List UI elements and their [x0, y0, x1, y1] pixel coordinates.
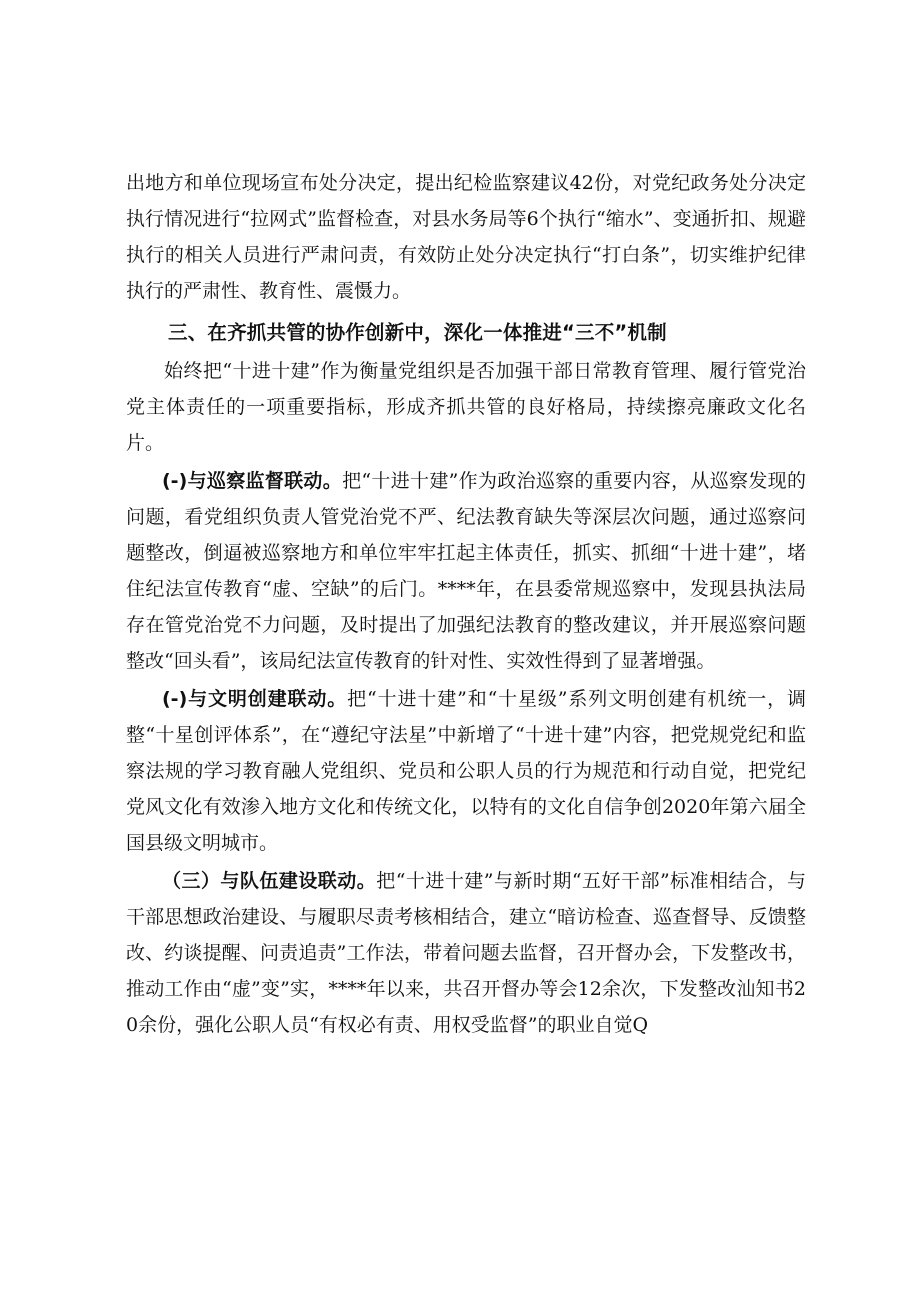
document-body: [126, 165, 806, 1045]
item-text: 把“十进十建”作为政治巡察的重要内容，从巡察发现的问题，看党组织负责人管党治党不严、纪法教育缺失等深层次问题，通过巡察问题整改，倒逼被巡察地方和单位牢牢扛起主体责任，抓实、抓细“十进十建”，堵住纪法宣传教育“虚、空缺”的后门。****年，在县委常规巡察中，发现县执法局存在管党治党不力问题，及时提出了加强纪法教育的整改建议，并开展巡察问题整改“回头看”，该局纪法宣传教育的针对性、实效性得到了显著增强。: [126, 470, 806, 672]
section-heading-3: 三、在齐抓共管的协作创新中，深化一体推进“三不”机制: [168, 321, 667, 344]
item-text: 把“十进十建”与新时期“五好干部”标准相结合，与干部思想政治建设、与履职尽责考核相结合，建立“暗访检查、巡查督导、反馈整改、约谈提醒、问责追责”工作法，带着问题去监督，召开督办会，下发整改书，推动工作由“虚”变”实，****年以来，共召开督办等会12余次，下发整改汕知书20余份，强化公职人员“有权必有责、用权受监督”的职业自觉Q: [126, 870, 806, 1036]
item-lead: (-)与巡察监督联动。: [162, 470, 343, 492]
item-inspection-linkage: [126, 463, 806, 679]
paragraph-continuation: 出地方和单位现场宣布处分决定，提出纪检监察建议42份，对党纪政务处分决定执行情况进行“拉网式”监督检查，对县水务局等6个执行“缩水”、变通折扣、规避执行的相关人员进行严肃问责，有效防止处分决定执行“打白条”，切实维护纪律执行的严肃性、教育性、震慑力。: [126, 172, 806, 302]
item-civilization-linkage: [126, 681, 806, 861]
item-lead: （三）与队伍建设联动。: [162, 870, 377, 892]
paragraph-intro: 始终把“十进十建”作为衡量党组织是否加强干部日常教育管理、履行管党治党主体责任的一项重要指标，形成齐抓共管的良好格局，持续擦亮廉政文化名片。: [126, 360, 806, 454]
item-text: 把“十进十建”和“十星级”系列文明创建有机统一，调整“十星创评体系”，在“遵纪守法星”中新增了“十进十建”内容，把党规党纪和监察法规的学习教育融人党组织、党员和公职人员的行为规范和行动自觉，把党纪党风文化有效渗入地方文化和传统文化，以特有的文化自信争创2020年第六届全国县级文明城市。: [126, 688, 806, 854]
item-team-linkage: [126, 863, 806, 1043]
item-lead: (-)与文明创建联动。: [162, 688, 348, 710]
